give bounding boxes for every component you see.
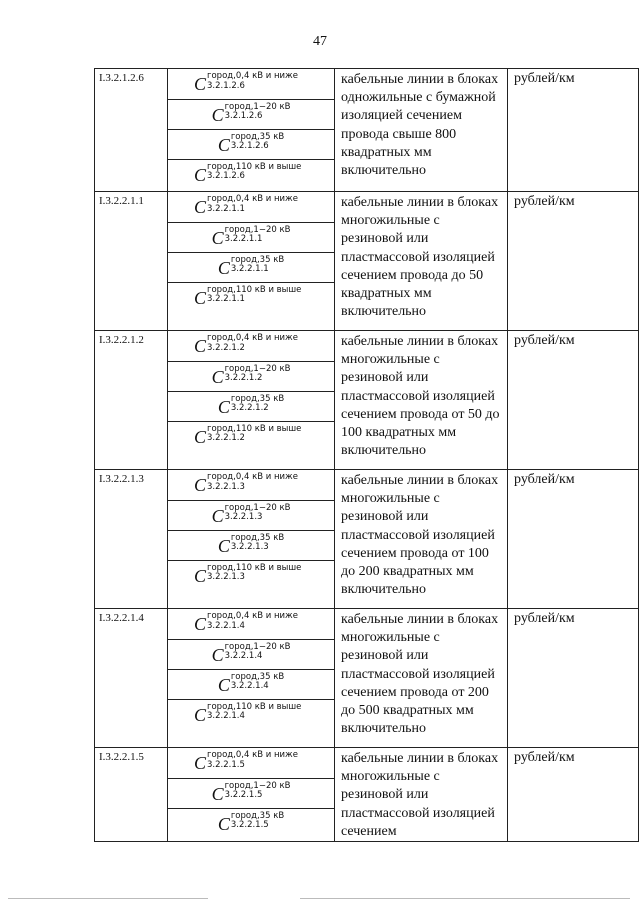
formula-scripts xyxy=(207,333,298,353)
formula-scripts xyxy=(207,562,302,582)
cost-symbol: C xyxy=(211,366,224,387)
formula-scripts xyxy=(230,254,285,274)
formula-subcell xyxy=(168,778,334,808)
formula-scripts xyxy=(224,641,291,661)
formula-subscript: 3.2.2.1.4 xyxy=(207,620,245,631)
formula-subscript: 3.2.2.1.3 xyxy=(207,481,245,492)
formula-subscript: 3.2.2.1.2 xyxy=(224,373,263,383)
formula-scripts xyxy=(224,502,291,522)
formula-cell xyxy=(168,470,335,609)
formula-superscript: город,110 кВ и выше xyxy=(207,701,302,712)
formula-cell xyxy=(168,192,335,331)
formula-superscript: город,0,4 кВ и ниже xyxy=(207,71,298,81)
cost-formula xyxy=(194,562,302,586)
formula-superscript: город,110 кВ и выше xyxy=(207,562,302,573)
cost-formula xyxy=(194,194,298,217)
formula-subcell xyxy=(168,252,334,282)
table-row xyxy=(95,69,639,192)
formula-subcell xyxy=(168,282,334,312)
cost-formula xyxy=(211,224,291,248)
formula-scripts xyxy=(224,224,291,244)
formula-subcell xyxy=(168,69,334,99)
formula-subcell xyxy=(168,159,334,189)
formula-scripts xyxy=(230,810,285,830)
cost-symbol: C xyxy=(194,164,207,185)
item-code: I.3.2.2.1.2 xyxy=(95,331,168,470)
formula-stack xyxy=(168,470,334,590)
formula-subscript: 3.2.2.1.5 xyxy=(224,790,263,800)
formula-superscript: город,0,4 кВ и ниже xyxy=(207,750,298,760)
formula-subcell xyxy=(168,530,334,560)
cost-formula xyxy=(217,532,285,556)
formula-superscript: город,35 кВ xyxy=(230,254,285,265)
formula-scripts xyxy=(207,284,302,304)
formula-cell xyxy=(168,331,335,470)
formula-scripts xyxy=(224,363,291,383)
formula-subscript: 3.2.2.1.2 xyxy=(230,403,269,413)
formula-subcell xyxy=(168,500,334,530)
item-description: кабельные линии в блоках одножильные с бумажной изоляцией сечением провода свыше 800 квадратных мм включительно xyxy=(335,69,508,192)
formula-stack xyxy=(168,69,334,189)
cost-symbol: C xyxy=(217,257,230,278)
formula-subscript: 3.2.1.2.6 xyxy=(224,111,263,121)
cost-formula xyxy=(217,254,285,278)
tariff-table xyxy=(94,68,639,842)
cost-symbol: C xyxy=(194,753,207,773)
item-code: I.3.2.2.1.1 xyxy=(95,192,168,331)
formula-subcell xyxy=(168,808,334,838)
cost-formula xyxy=(194,161,302,185)
cost-formula xyxy=(211,641,291,665)
formula-scripts xyxy=(207,750,298,770)
formula-superscript: город,110 кВ и выше xyxy=(207,161,302,172)
formula-subscript: 3.2.2.1.1 xyxy=(207,294,245,304)
formula-superscript: город,35 кВ xyxy=(230,532,285,543)
cost-symbol: C xyxy=(211,505,224,526)
formula-subscript: 3.2.2.1.3 xyxy=(230,542,269,552)
cost-symbol: C xyxy=(194,565,207,586)
cost-symbol: C xyxy=(194,426,207,447)
formula-subscript: 3.2.2.1.2 xyxy=(207,342,245,353)
formula-scripts xyxy=(224,780,291,800)
cost-formula xyxy=(194,750,298,773)
formula-subcell xyxy=(168,222,334,252)
formula-superscript: город,0,4 кВ и ниже xyxy=(207,333,298,343)
formula-superscript: город,35 кВ xyxy=(230,393,285,404)
formula-cell xyxy=(168,609,335,748)
item-description: кабельные линии в блоках многожильные с резиновой или пластмассовой изоляцией сечением провода от 200 до 500 квадратных мм включительно xyxy=(335,609,508,748)
cost-formula xyxy=(194,284,302,308)
cost-symbol: C xyxy=(217,813,230,834)
formula-subscript: 3.2.2.1.1 xyxy=(207,203,245,214)
item-code: I.3.2.2.1.5 xyxy=(95,748,168,842)
cost-symbol: C xyxy=(211,644,224,665)
cost-symbol: C xyxy=(217,535,230,556)
item-description: кабельные линии в блоках многожильные с резиновой или пластмассовой изоляцией сечением провода от 100 до 200 квадратных мм включительно xyxy=(335,470,508,609)
formula-cell xyxy=(168,748,335,842)
footer-rule-left xyxy=(8,898,208,899)
cost-formula xyxy=(211,780,291,804)
cost-symbol: C xyxy=(194,704,207,725)
footer-rule-right xyxy=(300,898,630,899)
formula-scripts xyxy=(230,393,285,413)
formula-superscript: город,35 кВ xyxy=(230,671,285,682)
formula-subscript: 3.2.2.1.4 xyxy=(230,681,269,691)
cost-formula xyxy=(194,611,298,634)
cost-formula xyxy=(194,701,302,725)
formula-scripts xyxy=(230,671,285,691)
formula-scripts xyxy=(207,71,298,91)
formula-subscript: 3.2.1.2.6 xyxy=(207,80,245,91)
formula-subcell xyxy=(168,99,334,129)
formula-superscript: город,1−20 кВ xyxy=(224,224,291,235)
formula-superscript: город,0,4 кВ и ниже xyxy=(207,611,298,621)
item-unit: рублей/км xyxy=(508,748,639,842)
formula-scripts xyxy=(207,701,302,721)
item-description: кабельные линии в блоках многожильные с резиновой или пластмассовой изоляцией сечением xyxy=(335,748,508,842)
cost-symbol: C xyxy=(194,614,207,634)
table-row xyxy=(95,470,639,609)
item-code: I.3.2.2.1.3 xyxy=(95,470,168,609)
formula-subscript: 3.2.1.2.6 xyxy=(230,141,269,151)
formula-scripts xyxy=(207,194,298,214)
formula-superscript: город,0,4 кВ и ниже xyxy=(207,194,298,204)
item-unit: рублей/км xyxy=(508,470,639,609)
formula-subscript: 3.2.2.1.5 xyxy=(207,759,245,770)
formula-superscript: город,1−20 кВ xyxy=(224,780,291,791)
page-number: 47 xyxy=(313,34,327,49)
formula-subcell xyxy=(168,639,334,669)
item-unit: рублей/км xyxy=(508,609,639,748)
item-unit: рублей/км xyxy=(508,331,639,470)
formula-subscript: 3.2.2.1.4 xyxy=(224,651,263,661)
formula-superscript: город,35 кВ xyxy=(230,810,285,821)
formula-subscript: 3.2.2.1.1 xyxy=(230,264,269,274)
cost-formula xyxy=(194,423,302,447)
cost-symbol: C xyxy=(194,336,207,356)
cost-symbol: C xyxy=(194,287,207,308)
table-row xyxy=(95,748,639,842)
formula-subscript: 3.2.2.1.5 xyxy=(230,820,269,830)
cost-symbol: C xyxy=(211,783,224,804)
cost-symbol: C xyxy=(217,396,230,417)
formula-superscript: город,1−20 кВ xyxy=(224,101,291,112)
formula-scripts xyxy=(230,532,285,552)
item-code: I.3.2.1.2.6 xyxy=(95,69,168,192)
formula-scripts xyxy=(207,423,302,443)
formula-superscript: город,1−20 кВ xyxy=(224,363,291,374)
item-description: кабельные линии в блоках многожильные с резиновой или пластмассовой изоляцией сечением провода до 50 квадратных мм включительно xyxy=(335,192,508,331)
item-code: I.3.2.2.1.4 xyxy=(95,609,168,748)
table-row xyxy=(95,609,639,748)
cost-formula xyxy=(194,333,298,356)
item-unit: рублей/км xyxy=(508,69,639,192)
formula-subcell xyxy=(168,391,334,421)
formula-subcell xyxy=(168,609,334,639)
cost-formula xyxy=(194,472,298,495)
cost-symbol: C xyxy=(217,134,230,155)
cost-formula xyxy=(217,131,285,155)
formula-subscript: 3.2.2.1.2 xyxy=(207,433,245,443)
formula-subscript: 3.2.2.1.3 xyxy=(224,512,263,522)
formula-scripts xyxy=(207,161,302,181)
formula-subcell xyxy=(168,470,334,500)
cost-formula xyxy=(194,71,298,94)
cost-symbol: C xyxy=(211,227,224,248)
cost-formula xyxy=(211,502,291,526)
formula-superscript: город,1−20 кВ xyxy=(224,502,291,513)
table-row xyxy=(95,331,639,470)
cost-symbol: C xyxy=(194,74,207,94)
formula-scripts xyxy=(230,131,285,151)
cost-symbol: C xyxy=(211,104,224,125)
cost-symbol: C xyxy=(194,197,207,217)
formula-subscript: 3.2.2.1.4 xyxy=(207,711,245,721)
formula-subcell xyxy=(168,699,334,729)
cost-symbol: C xyxy=(194,475,207,495)
formula-scripts xyxy=(207,472,298,492)
formula-subcell xyxy=(168,361,334,391)
formula-stack xyxy=(168,748,334,838)
table-body xyxy=(95,69,639,842)
formula-superscript: город,110 кВ и выше xyxy=(207,423,302,434)
formula-subcell xyxy=(168,669,334,699)
formula-superscript: город,0,4 кВ и ниже xyxy=(207,472,298,482)
formula-subscript: 3.2.2.1.3 xyxy=(207,572,245,582)
table-row xyxy=(95,192,639,331)
cost-formula xyxy=(217,393,285,417)
formula-subcell xyxy=(168,331,334,361)
cost-symbol: C xyxy=(217,674,230,695)
item-description: кабельные линии в блоках многожильные с резиновой или пластмассовой изоляцией сечением провода от 50 до 100 квадратных мм включительно xyxy=(335,331,508,470)
cost-formula xyxy=(217,671,285,695)
formula-subscript: 3.2.1.2.6 xyxy=(207,171,245,181)
formula-stack xyxy=(168,192,334,312)
item-unit: рублей/км xyxy=(508,192,639,331)
formula-cell xyxy=(168,69,335,192)
formula-subcell xyxy=(168,748,334,778)
formula-subcell xyxy=(168,421,334,451)
formula-stack xyxy=(168,331,334,451)
formula-superscript: город,35 кВ xyxy=(230,131,285,142)
formula-subscript: 3.2.2.1.1 xyxy=(224,234,263,244)
formula-superscript: город,110 кВ и выше xyxy=(207,284,302,295)
cost-formula xyxy=(211,101,291,125)
formula-superscript: город,1−20 кВ xyxy=(224,641,291,652)
formula-scripts xyxy=(224,101,291,121)
formula-subcell xyxy=(168,192,334,222)
cost-formula xyxy=(217,810,285,834)
cost-formula xyxy=(211,363,291,387)
formula-stack xyxy=(168,609,334,729)
formula-subcell xyxy=(168,560,334,590)
formula-subcell xyxy=(168,129,334,159)
formula-scripts xyxy=(207,611,298,631)
